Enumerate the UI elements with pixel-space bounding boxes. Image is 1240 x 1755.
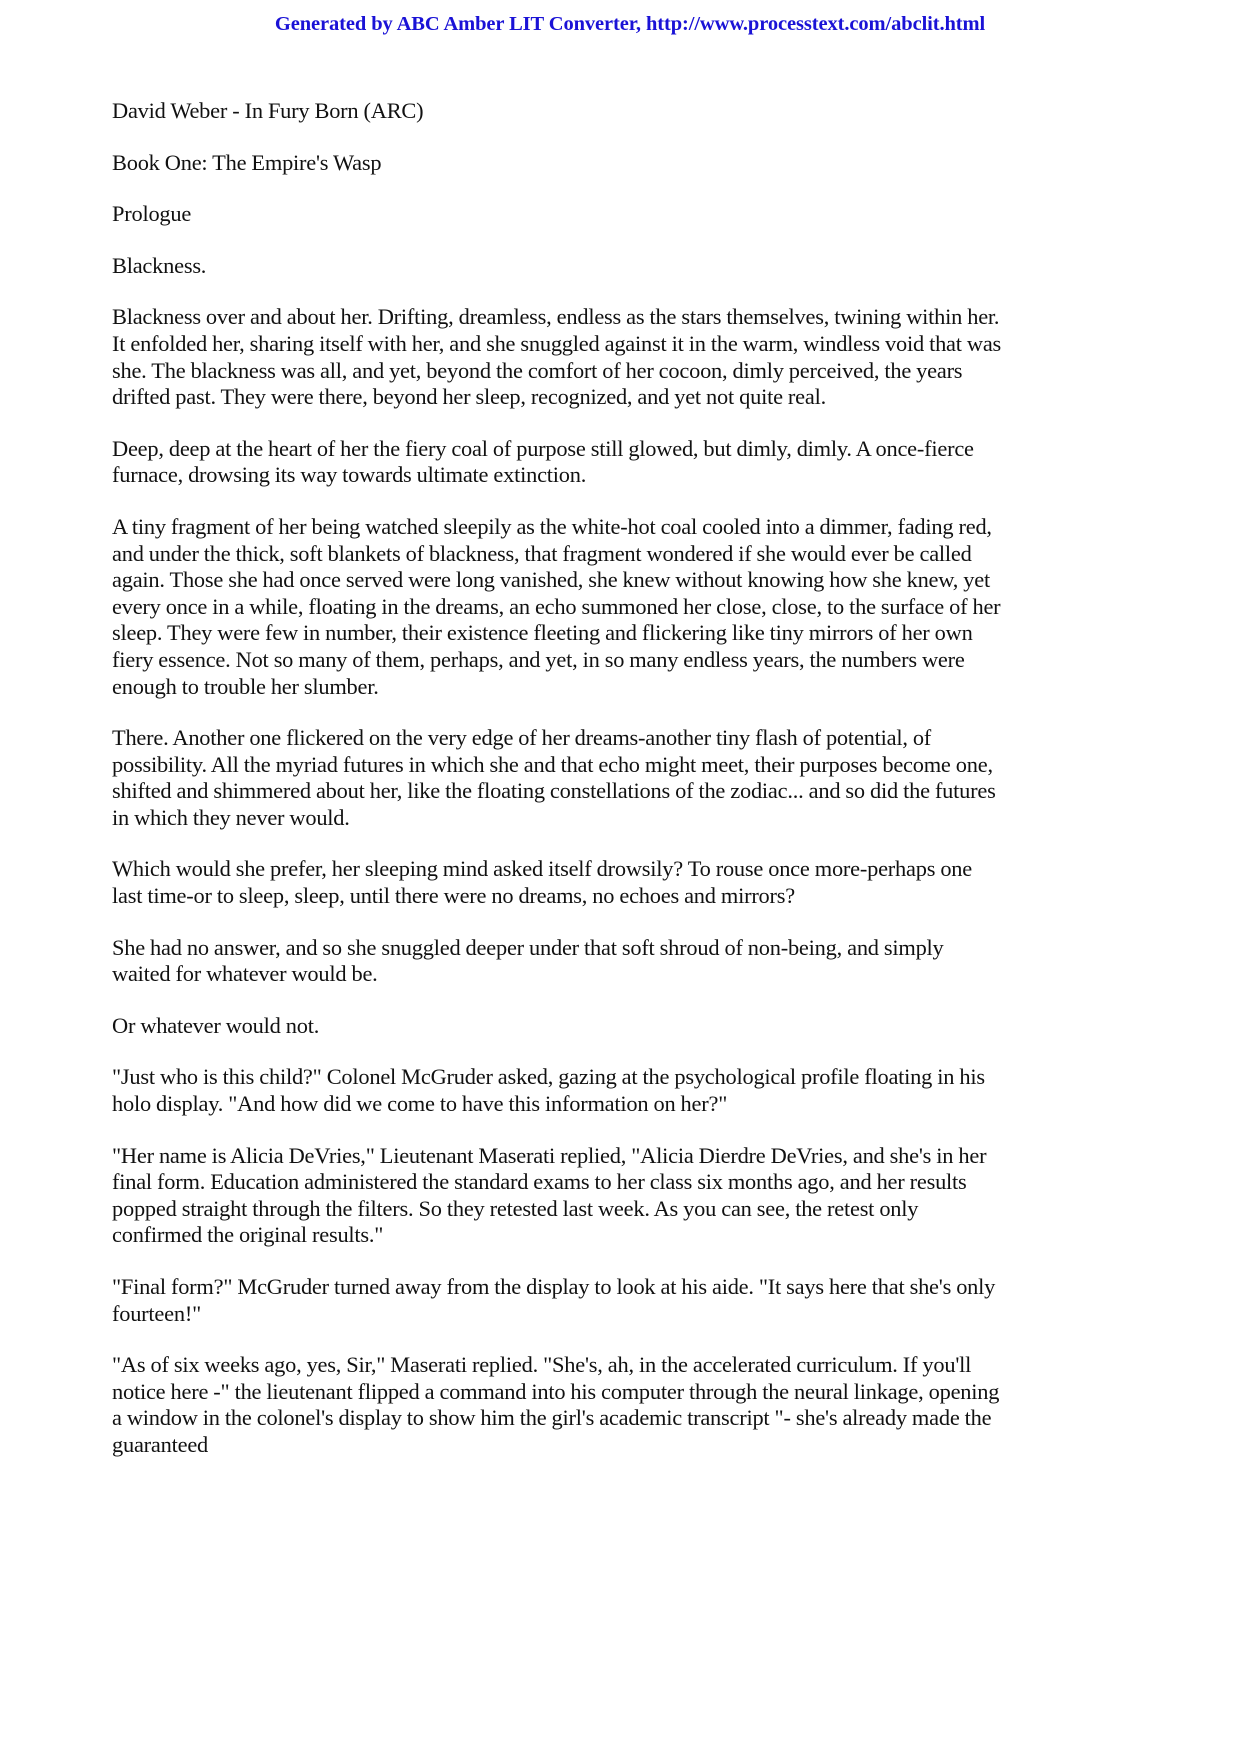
- paragraph-body-2: Deep, deep at the heart of her the fiery coal of purpose still glowed, but dimly, dimly. A once-fierce furnace, drowsing its way towards ultimate extinction.: [112, 435, 974, 488]
- paragraph-dialogue-4: "As of six weeks ago, yes, Sir," Maserati replied. "She's, ah, in the accelerated curriculum. If you'll notice here -" the lieutenant flipped a command into his computer through the neural linkage, opening a window in the colonel's display to show him the girl's academic transcript "- she's already made the guaranteed: [112, 1352, 1000, 1457]
- paragraph-body-1: Blackness over and about her. Drifting, dreamless, endless as the stars themselves, twining within her. It enfolded her, sharing itself with her, and she snuggled against it in the warm, windless void that was she. The blackness was all, and yet, beyond the comfort of her cocoon, dimly perceived, the years drifted past. They were there, beyond her sleep, recognized, and yet not quite real.: [112, 304, 1002, 410]
- paragraph-body-3: A tiny fragment of her being watched sleepily as the white-hot coal cooled into a dimmer, fading red, and under the thick, soft blankets of blackness, that fragment wondered if she would ever be called again. Those she had once served were long vanished, she knew without knowing how she knew, yet every once in a while, floating in the dreams, an echo summoned her close, close, to the surface of her sleep. They were few in number, their existence fleeting and flickering like tiny mirrors of her own fiery essence. Not so many of them, perhaps, and yet, in so many endless years, the numbers were enough to trouble her slumber.: [112, 513, 1001, 699]
- paragraph-body-6: She had no answer, and so she snuggled deeper under that soft shroud of non-being, and simply waited for whatever would be.: [112, 934, 944, 987]
- paragraph-section: Prologue: [112, 201, 192, 227]
- paragraph-dialogue-3: "Final form?" McGruder turned away from the display to look at his aide. "It says here that she's only fourteen!": [112, 1274, 996, 1326]
- paragraph-blackness: Blackness.: [112, 252, 207, 278]
- paragraph-book: Book One: The Empire's Wasp: [112, 149, 382, 175]
- paragraph-dialogue-2: "Her name is Alicia DeVries," Lieutenant Maserati replied, "Alicia Dierdre DeVries, and she's in her final form. Education administered the standard exams to her class six months ago, and her results popped straight through the filters. So they retested last week. As you can see, the retest only confirmed the original results.": [112, 1142, 987, 1248]
- paragraph-body-7: Or whatever would not.: [112, 1012, 320, 1038]
- paragraph-title: David Weber - In Fury Born (ARC): [112, 98, 424, 123]
- paragraph-dialogue-1: "Just who is this child?" Colonel McGruder asked, gazing at the psychological profile floating in his holo display. "And how did we come to have this information on her?": [112, 1064, 985, 1117]
- paragraph-body-4: There. Another one flickered on the very edge of her dreams-another tiny flash of potential, of possibility. All the myriad futures in which she and that echo might meet, their purposes become one, shifted and shimmered about her, like the floating constellations of the zodiac... and so did the futures in which they never would.: [112, 725, 996, 830]
- converter-banner: [0, 12, 1240, 36]
- paragraph-body-5: Which would she prefer, her sleeping mind asked itself drowsily? To rouse once more-perhaps one last time-or to sleep, sleep, until there were no dreams, no echoes and mirrors?: [112, 856, 972, 909]
- document-body: [112, 98, 1004, 1459]
- converter-banner-link[interactable]: Generated by ABC Amber LIT Converter, http://www.processtext.com/abclit.html: [274, 13, 986, 35]
